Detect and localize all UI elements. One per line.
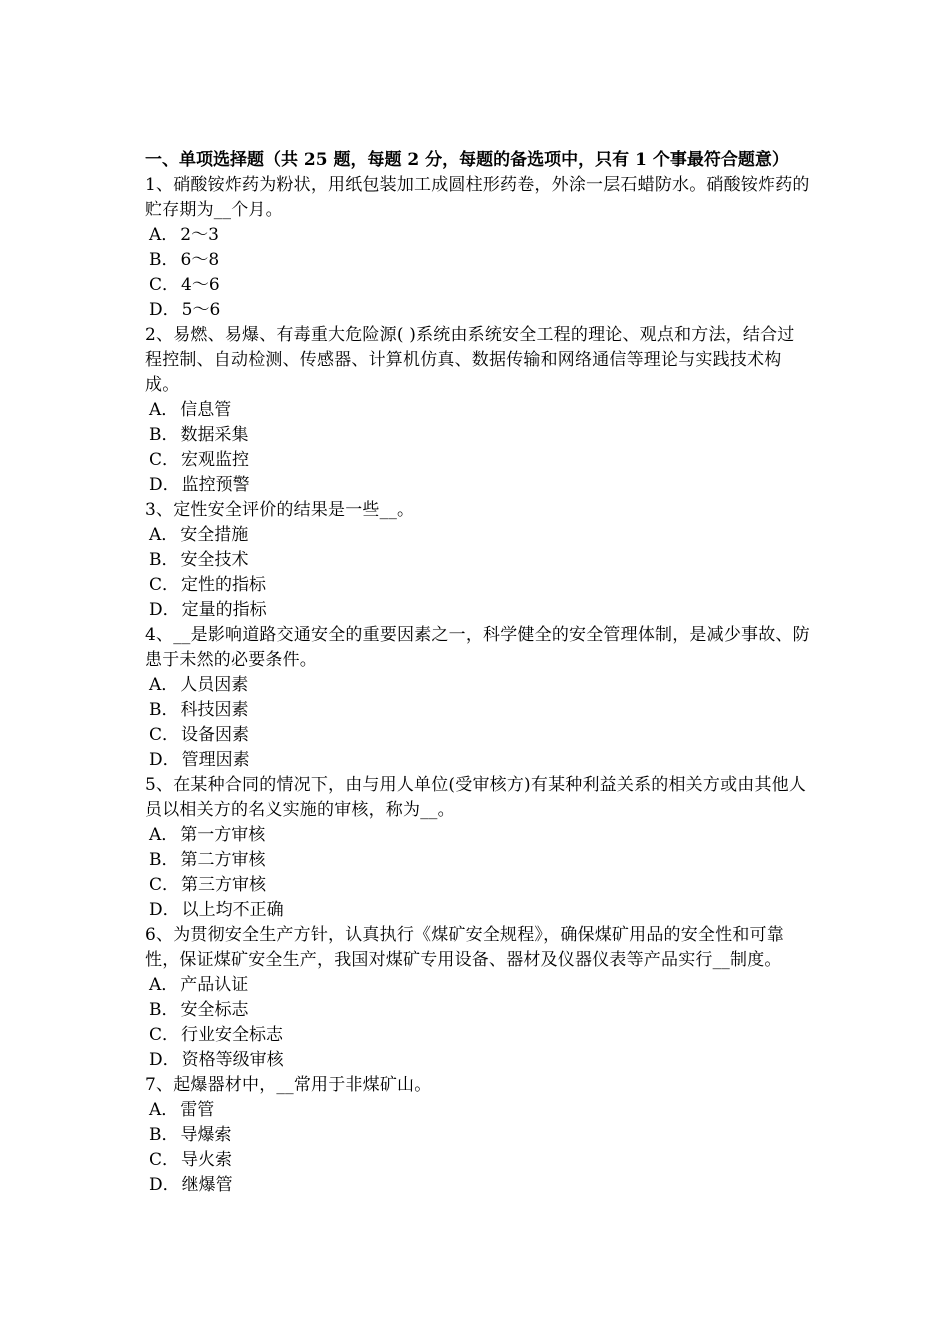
question-list xyxy=(145,173,811,1198)
answer-option xyxy=(145,598,811,623)
option-letter: C． xyxy=(149,725,180,745)
option-text: 第三方审核 xyxy=(181,875,267,895)
option-letter: A． xyxy=(149,400,179,420)
option-letter: B． xyxy=(149,850,179,870)
option-text: 以上均不正确 xyxy=(181,900,284,920)
question-stem: 4、__是影响道路交通安全的重要因素之一，科学健全的安全管理体制，是减少事故、防患于未然的必要条件。 xyxy=(145,625,810,670)
option-text: 产品认证 xyxy=(180,975,249,995)
question-stem: 6、为贯彻安全生产方针，认真执行《煤矿安全规程》，确保煤矿用品的安全性和可靠性，保证煤矿安全生产，我国对煤矿专用设备、器材及仪器仪表等产品实行__制度。 xyxy=(145,925,784,970)
option-text: 2～3 xyxy=(180,225,219,245)
answer-option xyxy=(145,973,811,998)
option-text: 科技因素 xyxy=(180,700,249,720)
option-text: 5～6 xyxy=(181,300,221,320)
answer-option xyxy=(145,1048,811,1073)
option-letter: B． xyxy=(149,1125,179,1145)
question-block xyxy=(145,323,811,498)
question-block xyxy=(145,773,811,923)
answer-option xyxy=(145,248,811,273)
option-text: 导火索 xyxy=(181,1150,233,1170)
question-stem: 5、在某种合同的情况下，由与用人单位(受审核方)有某种利益关系的相关方或由其他人员以相关方的名义实施的审核，称为__。 xyxy=(145,775,807,820)
option-letter: D． xyxy=(149,600,180,620)
answer-option xyxy=(145,523,811,548)
option-letter: C． xyxy=(149,1025,180,1045)
answer-option xyxy=(145,298,811,323)
option-text: 4～6 xyxy=(181,275,220,295)
question-stem: 3、定性安全评价的结果是一些__。 xyxy=(145,500,415,520)
answer-option xyxy=(145,848,811,873)
option-text: 第二方审核 xyxy=(180,850,266,870)
option-letter: B． xyxy=(149,425,179,445)
option-text: 定性的指标 xyxy=(181,575,267,595)
option-text: 资格等级审核 xyxy=(181,1050,284,1070)
question-block xyxy=(145,923,811,1073)
option-letter: A． xyxy=(149,525,179,545)
answer-option xyxy=(145,223,811,248)
answer-option xyxy=(145,473,811,498)
option-text: 宏观监控 xyxy=(181,450,250,470)
question-block xyxy=(145,623,811,773)
answer-option xyxy=(145,748,811,773)
answer-option xyxy=(145,823,811,848)
answer-option xyxy=(145,1123,811,1148)
option-letter: D． xyxy=(149,750,180,770)
option-text: 雷管 xyxy=(180,1100,215,1120)
option-letter: A． xyxy=(149,975,179,995)
option-letter: C． xyxy=(149,575,180,595)
option-letter: C． xyxy=(149,875,180,895)
option-letter: A． xyxy=(149,225,179,245)
option-text: 继爆管 xyxy=(181,1175,233,1195)
answer-option xyxy=(145,423,811,448)
option-letter: C． xyxy=(149,275,180,295)
answer-option xyxy=(145,1148,811,1173)
option-text: 数据采集 xyxy=(180,425,249,445)
option-letter: A． xyxy=(149,1100,179,1120)
answer-option xyxy=(145,548,811,573)
option-letter: C． xyxy=(149,450,180,470)
document-page xyxy=(145,148,811,1198)
answer-option xyxy=(145,1098,811,1123)
option-letter: B． xyxy=(149,1000,179,1020)
option-letter: B． xyxy=(149,250,179,270)
answer-option xyxy=(145,573,811,598)
option-text: 设备因素 xyxy=(181,725,250,745)
question-stem: 1、硝酸铵炸药为粉状，用纸包装加工成圆柱形药卷，外涂一层石蜡防水。硝酸铵炸药的贮存期为__个月。 xyxy=(145,175,810,220)
answer-option xyxy=(145,998,811,1023)
option-letter: D． xyxy=(149,475,180,495)
option-text: 安全措施 xyxy=(180,525,249,545)
question-stem: 2、易燃、易爆、有毒重大危险源( )系统由系统安全工程的理论、观点和方法，结合过程控制、自动检测、传感器、计算机仿真、数据传输和网络通信等理论与实践技术构成。 xyxy=(145,325,795,395)
option-letter: A． xyxy=(149,825,179,845)
option-text: 6～8 xyxy=(180,250,220,270)
option-letter: D． xyxy=(149,1050,180,1070)
option-text: 安全技术 xyxy=(180,550,249,570)
option-text: 安全标志 xyxy=(180,1000,249,1020)
option-letter: D． xyxy=(149,900,180,920)
question-block xyxy=(145,498,811,623)
answer-option xyxy=(145,673,811,698)
option-letter: D． xyxy=(149,1175,180,1195)
option-text: 导爆索 xyxy=(180,1125,232,1145)
answer-option xyxy=(145,448,811,473)
option-letter: B． xyxy=(149,550,179,570)
answer-option xyxy=(145,698,811,723)
option-letter: C． xyxy=(149,1150,180,1170)
answer-option xyxy=(145,398,811,423)
answer-option xyxy=(145,273,811,298)
answer-option xyxy=(145,723,811,748)
option-text: 人员因素 xyxy=(180,675,249,695)
option-letter: A． xyxy=(149,675,179,695)
answer-option xyxy=(145,1023,811,1048)
answer-option xyxy=(145,898,811,923)
question-block xyxy=(145,1073,811,1198)
option-text: 信息管 xyxy=(180,400,232,420)
answer-option xyxy=(145,1173,811,1198)
section-title: 一、单项选择题（共 25 题，每题 2 分，每题的备选项中，只有 1 个事最符合题意） xyxy=(145,150,789,170)
option-letter: D． xyxy=(149,300,180,320)
option-text: 第一方审核 xyxy=(180,825,266,845)
question-stem: 7、起爆器材中，__常用于非煤矿山。 xyxy=(145,1075,432,1095)
option-letter: B． xyxy=(149,700,179,720)
option-text: 管理因素 xyxy=(181,750,250,770)
option-text: 行业安全标志 xyxy=(181,1025,284,1045)
option-text: 定量的指标 xyxy=(181,600,267,620)
option-text: 监控预警 xyxy=(181,475,250,495)
question-block xyxy=(145,173,811,323)
answer-option xyxy=(145,873,811,898)
